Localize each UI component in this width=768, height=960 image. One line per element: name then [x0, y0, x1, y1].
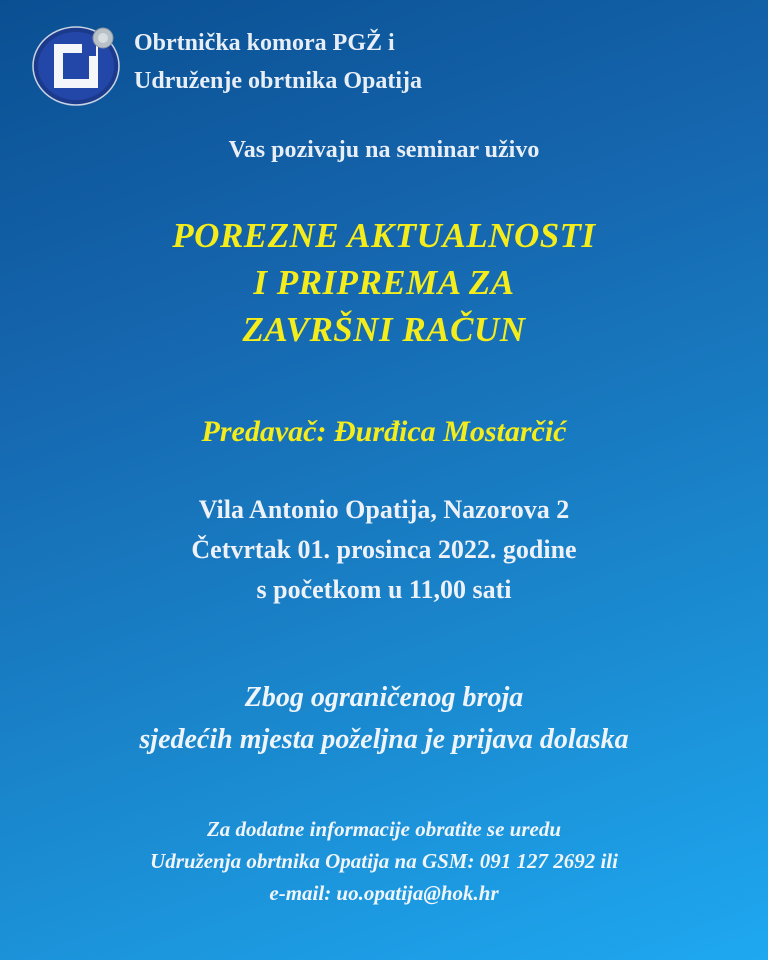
venue-date: Četvrtak 01. prosinca 2022. godine: [191, 535, 577, 564]
organizer-line-1: Obrtnička komora PGŽ i: [134, 30, 395, 56]
title-line-3: ZAVRŠNI RAČUN: [242, 310, 526, 349]
contact-info: [0, 813, 768, 909]
organizer-line-2: Udruženje obrtnika Opatija: [134, 68, 422, 94]
contact-line-1: Za dodatne informacije obratite se uredu: [206, 817, 562, 841]
contact-phone: Udruženja obrtnika Opatija na GSM: 091 127 2692 ili: [150, 849, 618, 873]
chamber-logo-icon: [32, 26, 120, 106]
organizers-header: [134, 24, 422, 100]
registration-notice: [0, 677, 768, 761]
invitation-text: Vas pozivaju na seminar uživo: [228, 137, 540, 163]
notice-line-2: sjedećih mjesta poželjna je prijava dolaska: [139, 724, 629, 755]
venue-time: s početkom u 11,00 sati: [256, 575, 512, 604]
title-line-2: I PRIPREMA ZA: [253, 263, 515, 302]
venue-details: [0, 490, 768, 610]
notice-line-1: Zbog ograničenog broja: [244, 682, 524, 713]
lecturer-name: Predavač: Đurđica Mostarčić: [201, 415, 567, 448]
contact-email: e-mail: uo.opatija@hok.hr: [269, 881, 499, 905]
title-line-1: POREZNE AKTUALNOSTI: [172, 216, 596, 255]
venue-address: Vila Antonio Opatija, Nazorova 2: [198, 495, 570, 524]
seminar-title: [0, 212, 768, 353]
